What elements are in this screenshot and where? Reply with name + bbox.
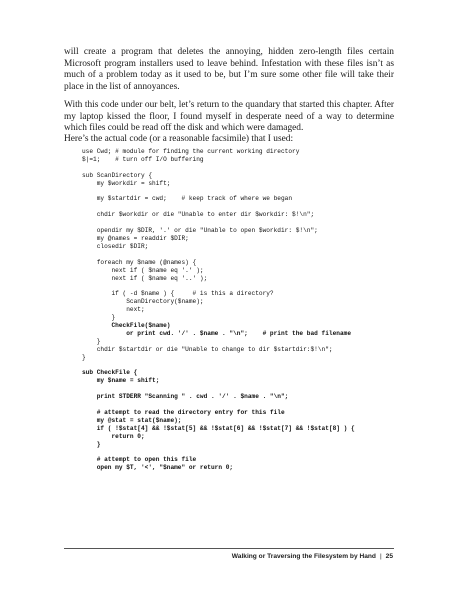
code-line: foreach my $name (@names) { xyxy=(82,258,197,266)
code-line: # attempt to read the directory entry for this file xyxy=(82,408,285,416)
code-line: chdir $startdir or die "Unable to change to dir $startdir:$!\n"; xyxy=(82,345,333,353)
footer-rule xyxy=(64,548,394,549)
code-line: } xyxy=(82,337,101,345)
paragraph-intro: will create a program that deletes the annoying, hidden zero-length files certain Microsoft program installers used to leave behind. Infestation with these files isn’t as much of a problem today as it used to be, but I’m sure some other file will take their place in the list of annoyances. xyxy=(64,47,394,92)
code-line: sub CheckFile { xyxy=(82,369,138,377)
code-line: } xyxy=(82,353,86,361)
code-line: if ( !$stat[4] && !$stat[5] && !$stat[6] && !$stat[7] && !$stat[8] ) { xyxy=(82,424,355,432)
paragraph-quandary: With this code under our belt, let’s return to the quandary that started this chapter. After my laptop kissed the floor, I found myself in desperate need of a way to determine which files could be read off the disk and which were damaged. xyxy=(64,100,394,134)
code-line: } xyxy=(82,440,101,448)
page-number: 25 xyxy=(385,553,393,560)
code-line: return 0; xyxy=(82,432,145,440)
code-line: my $workdir = shift; xyxy=(82,179,171,187)
code-line: next if ( $name eq '..' ); xyxy=(82,274,208,282)
paragraph-code-lead: Here’s the actual code (or a reasonable facsimile) that I used: xyxy=(64,134,294,144)
code-line: my $startdir = cwd; # keep track of where we began xyxy=(82,195,293,203)
running-footer-title: Walking or Traversing the Filesystem by Hand xyxy=(231,553,376,560)
code-line: next; xyxy=(82,306,145,314)
footer-separator: | xyxy=(379,553,382,560)
code-listing xyxy=(82,148,422,472)
code-line: if ( -d $name ) { # is this a directory? xyxy=(82,290,274,298)
code-line: my @stat = stat($name); xyxy=(82,416,182,424)
code-line: closedir $DIR; xyxy=(82,242,149,250)
code-line: opendir my $DIR, '.' or die "Unable to open $workdir: $!\n"; xyxy=(82,227,318,235)
code-line: chdir $workdir or die "Unable to enter dir $workdir: $!\n"; xyxy=(82,211,315,219)
code-line: use Cwd; # module for finding the current working directory xyxy=(82,148,300,155)
code-line: open my $T, '<', "$name" or return 0; xyxy=(82,464,234,472)
code-line: next if ( $name eq '.' ); xyxy=(82,266,204,274)
code-line: ScanDirectory($name); xyxy=(82,298,204,306)
page-footer xyxy=(232,553,393,560)
code-line: CheckFile($name) xyxy=(82,321,171,329)
code-line: or print cwd. '/' . $name . "\n"; # print the bad filename xyxy=(82,329,352,337)
code-line: my @names = readdir $DIR; xyxy=(82,234,189,242)
code-line: $|=1; # turn off I/O buffering xyxy=(82,155,204,163)
code-line: sub ScanDirectory { xyxy=(82,171,153,179)
code-line: # attempt to open this file xyxy=(82,456,197,464)
code-line: print STDERR "Scanning " . cwd . '/' . $name . "\n"; xyxy=(82,393,289,401)
code-line: } xyxy=(82,314,116,322)
code-line: my $name = shift; xyxy=(82,377,160,385)
